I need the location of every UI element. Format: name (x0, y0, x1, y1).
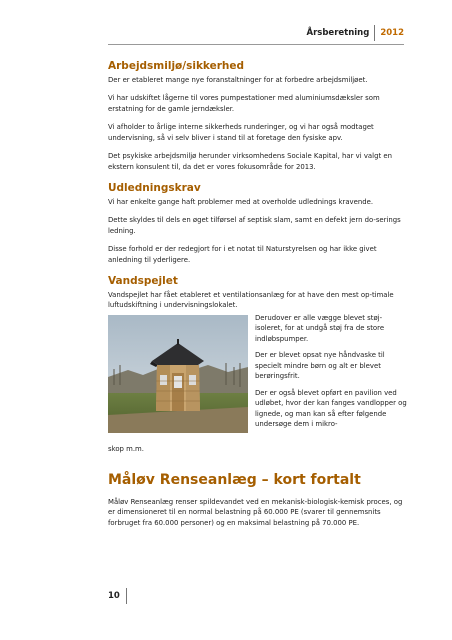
section-heading: Arbejdsmiljø/sikkerhed (108, 60, 245, 72)
header-rule (108, 44, 404, 45)
report-year: 2012 (380, 28, 404, 38)
paragraph: Måløv Renseanlæg renser spildevandet ved en mekanisk-biologisk-kemisk proces, og er dimensioneret til en normal belastning på 60.000 PE (svarer til gennemsnits forbruget fra 60.000 personer) og en maksimal belastning på 70.000 PE. (108, 497, 403, 527)
image-side-text (255, 313, 408, 436)
paragraph: Vandspejlet har fået etableret et ventilationsanlæg for at have den mest op-timale luftudskiftning i undervisningslokalet. (108, 290, 394, 310)
paragraph: Der er også blevet opført en pavilion ved udløbet, hvor der kan fanges vandlopper og lignede, og man kan så efter følgende undersøge dem i mikro- (255, 388, 407, 429)
footer-divider (126, 588, 127, 604)
pavilion-photo (108, 315, 248, 433)
paragraph: Vi har udskiftet lågerne til vores pumpestationer med aluminiumsdæksler som erstatning for de gamle jerndæksler. (108, 94, 380, 113)
page-header (307, 25, 404, 41)
section-maalov (108, 471, 408, 529)
paragraph: Derudover er alle vægge blevet støj-isoleret, for at undgå støj fra de store indløbspumper. (255, 313, 385, 343)
paragraph: Der er etableret mange nye foranstaltninger for at forbedre arbejdsmiljøet. (108, 75, 368, 84)
page-number: 10 (108, 591, 120, 601)
paragraph: Det psykiske arbejdsmiljø herunder virksomhedens Sociale Kapital, har vi valgt en ekstern konsulent til, da det er vores fokusområde for 2013. (108, 152, 392, 171)
section-heading: Vandspejlet (108, 275, 178, 288)
main-heading: Måløv Renseanlæg – kort fortalt (108, 471, 361, 488)
page-body (108, 60, 408, 538)
section-vandspejlet (108, 275, 408, 461)
paragraph: Der er blevet opsat nye håndvaske til specielt mindre børn og alt er blevet berøringsfrit. (255, 351, 385, 381)
paragraph: Vi afholder to årlige interne sikkerheds runderinger, og vi har også modtaget undervisning, så vi selv bliver i stand til at foretage den fysiske apv. (108, 123, 374, 142)
section-udledningskrav (108, 182, 408, 265)
paragraph: Dette skyldes til dels en øget tilførsel af septisk slam, samt en defekt jern do-serings ledning. (108, 216, 401, 235)
section-heading: Udledningskrav (108, 182, 201, 195)
page-footer (108, 588, 127, 604)
paragraph-continuation: skop m.m. (108, 444, 144, 453)
paragraph: Vi har enkelte gange haft problemer med at overholde udlednings kravende. (108, 197, 374, 206)
image-with-text (108, 313, 408, 461)
section-arbejdsmiljo (108, 60, 408, 172)
paragraph: Disse forhold er der redegjort for i et notat til Naturstyrelsen og har ikke givet anledning til yderligere. (108, 245, 377, 264)
report-title: Årsberetning (306, 28, 370, 38)
